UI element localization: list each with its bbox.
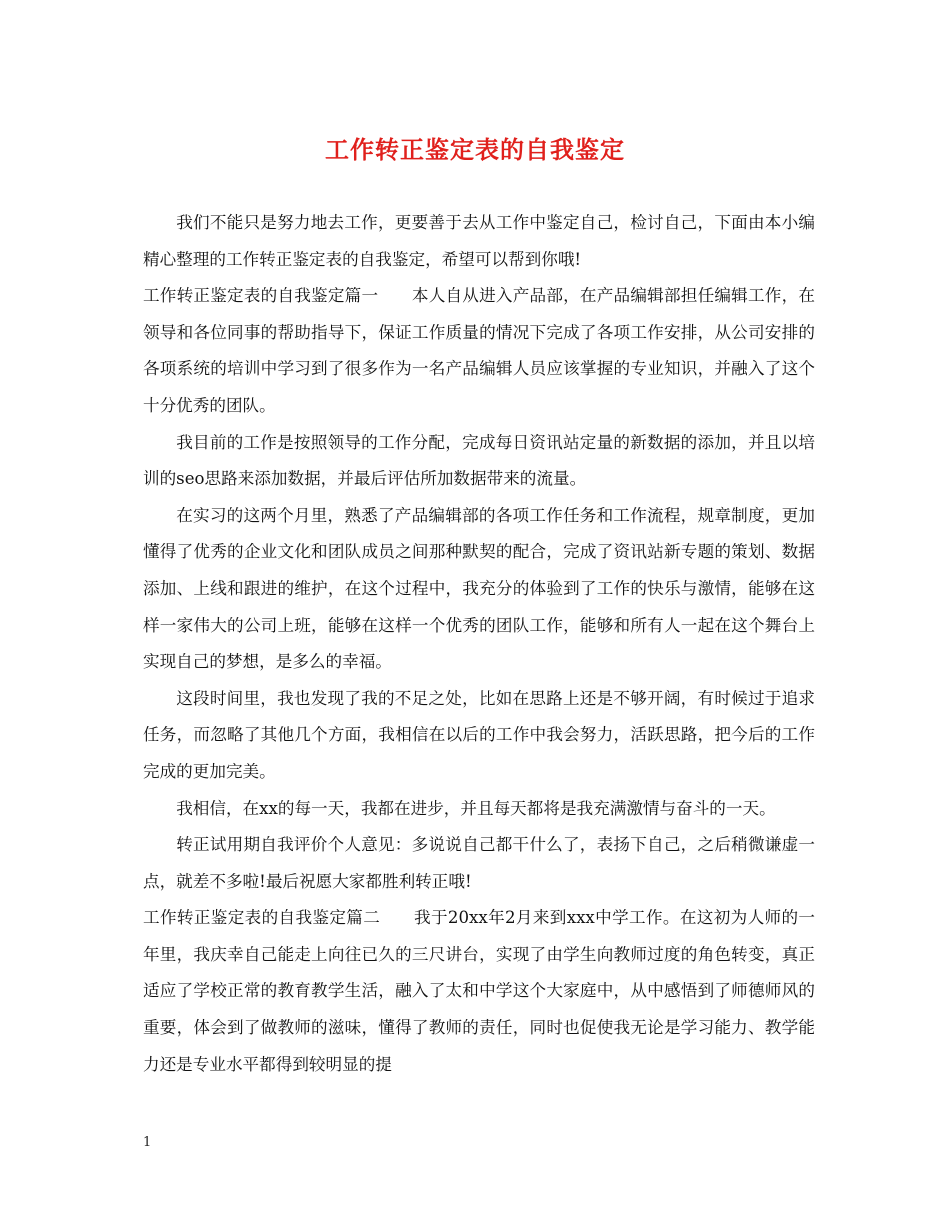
paragraph-intro: 我们不能只是努力地去工作，更要善于去从工作中鉴定自己，检讨自己，下面由本小编精心整理的工作转正鉴定表的自我鉴定，希望可以帮到你哦! (143, 213, 815, 269)
document-title: 工作转正鉴定表的自我鉴定 (325, 135, 625, 164)
paragraph-current-work: 我目前的工作是按照领导的工作分配，完成每日资讯站定量的新数据的添加，并且以培训的seo思路来添加数据，并最后评估所加数据带来的流量。 (143, 432, 815, 489)
document-body (143, 205, 815, 1083)
paragraph-part-two: 工作转正鉴定表的自我鉴定篇二 我于20xx年2月来到xxx中学工作。在这初为人师的一年里，我庆幸自己能走上向往已久的三尺讲台，实现了由学生向教师过度的角色转变，真正适应了学校正常的教育教学生活，融入了太和中学这个大家庭中，从中感悟到了师德师风的重要，体会到了做教师的滋味，懂得了教师的责任，同时也促使我无论是学习能力、教学能力还是专业水平都得到较明显的提 (143, 908, 815, 1074)
paragraph-part-one: 工作转正鉴定表的自我鉴定篇一 本人自从进入产品部，在产品编辑部担任编辑工作，在领导和各位同事的帮助指导下，保证工作质量的情况下完成了各项工作安排，从公司安排的各项系统的培训中学习到了很多作为一名产品编辑人员应该掌握的专业知识，并融入了这个十分优秀的团队。 (143, 286, 815, 415)
paragraph-belief: 我相信，在xx的每一天，我都在进步，并且每天都将是我充满激情与奋斗的一天。 (176, 798, 776, 818)
paragraph-shortcomings: 这段时间里，我也发现了我的不足之处，比如在思路上还是不够开阔，有时候过于追求任务，而忽略了其他几个方面，我相信在以后的工作中我会努力，活跃思路，把今后的工作完成的更加完美。 (143, 688, 815, 781)
paragraph-internship: 在实习的这两个月里，熟悉了产品编辑部的各项工作任务和工作流程，规章制度，更加懂得了优秀的企业文化和团队成员之间那种默契的配合，完成了资讯站新专题的策划、数据添加、上线和跟进的维护，在这个过程中，我充分的体验到了工作的快乐与激情，能够在这样一家伟大的公司上班，能够在这样一个优秀的团队工作，能够和所有人一起在这个舞台上实现自己的梦想，是多么的幸福。 (143, 505, 815, 672)
paragraph-opinion: 转正试用期自我评价个人意见：多说说自己都干什么了，表扬下自己，之后稍微谦虚一点，就差不多啦!最后祝愿大家都胜利转正哦! (143, 835, 815, 891)
page-number: 1 (143, 1135, 152, 1150)
